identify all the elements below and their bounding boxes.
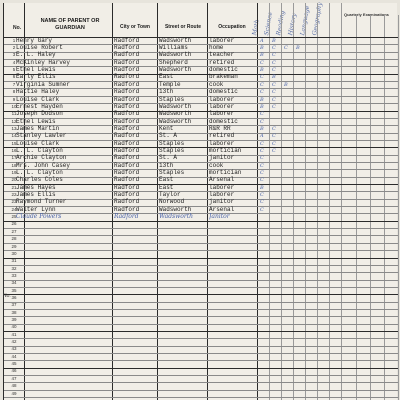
grade-mark: C: [260, 155, 264, 162]
occupation: laborer: [209, 36, 235, 44]
city: Radford: [114, 183, 140, 191]
row-number: 10: [11, 103, 17, 109]
row-number: 19: [11, 170, 17, 175]
occupation: R&R RR: [209, 124, 231, 132]
city: Radford: [114, 88, 140, 96]
grade-mark: C: [260, 140, 264, 147]
grade-mark: C: [260, 74, 264, 81]
city: Radford: [114, 73, 140, 81]
city: Radford: [114, 139, 140, 147]
guardian-name: Charles Coles: [16, 176, 63, 184]
grade-mark: B: [260, 52, 264, 59]
header-city: City or Town: [120, 24, 150, 30]
row-number: 4: [12, 59, 16, 65]
register-sheet: [3, 3, 397, 400]
row-number: 30: [11, 250, 17, 256]
occupation: laborer: [209, 110, 235, 118]
guardian-name: Ethel Lewis: [16, 66, 56, 74]
row-number: 32: [11, 265, 17, 271]
street: Staples: [159, 169, 185, 176]
grade-mark: C: [272, 52, 276, 59]
occupation: cook: [209, 80, 224, 88]
street: Wadsworth: [159, 51, 192, 59]
grade-mark: A: [260, 133, 264, 140]
handwritten-column-header: Reading: [275, 10, 287, 36]
occupation: Arsenal: [209, 205, 235, 213]
city: Radford: [114, 66, 140, 74]
guardian-name: Louise Robert: [16, 44, 63, 52]
city: Radford: [114, 205, 140, 213]
row-number: 22: [11, 192, 17, 198]
occupation: Janitor: [209, 213, 230, 221]
row-number: 43: [11, 346, 17, 352]
street: East: [159, 73, 174, 81]
occupation: janitor: [209, 154, 235, 162]
row-number: 12: [11, 118, 17, 124]
row-number: 20: [11, 177, 17, 183]
occupation: retired: [209, 132, 235, 140]
occupation: Arsenal: [209, 176, 235, 184]
row-number: 25: [11, 214, 17, 220]
street: Wadsworth: [159, 36, 192, 44]
street: Wadsworth: [159, 66, 192, 74]
occupation: laborer: [209, 139, 235, 147]
city: Radford: [114, 161, 140, 169]
row-number: 5: [12, 67, 16, 73]
occupation: teacher: [209, 51, 235, 59]
row-number: 23: [11, 199, 17, 205]
grade-mark: B: [272, 37, 276, 44]
grade-mark: C: [272, 89, 276, 96]
guardian-name: Claude Powers: [16, 213, 62, 221]
row-number: 42: [11, 339, 17, 345]
grade-mark: C: [272, 133, 276, 140]
city: Radford: [114, 176, 140, 184]
grade-mark: C: [260, 192, 264, 199]
row-number: 37: [11, 302, 17, 308]
grade-mark: B: [260, 45, 264, 52]
row-number: 18: [11, 162, 17, 168]
occupation: laborer: [209, 191, 235, 199]
guardian-name: McKinley Harvey: [16, 58, 71, 66]
row-number: 1: [12, 37, 16, 43]
row-number: 47: [11, 375, 17, 381]
row-number: 49: [11, 390, 17, 396]
handwritten-column-header: History: [287, 12, 298, 36]
grade-mark: B: [260, 103, 264, 110]
grade-mark: C: [272, 45, 276, 52]
row-number: 38: [11, 309, 17, 315]
row-number: 28: [11, 236, 17, 242]
guardian-name: Joseph Dodson: [16, 110, 63, 118]
grade-mark: C: [260, 111, 264, 118]
guardian-name: James Hayes: [16, 183, 56, 191]
street: Wadsworth: [159, 117, 192, 125]
street: Wadsworth: [159, 110, 192, 118]
handwritten-column-header: Language: [299, 5, 312, 36]
street: Wadsworth: [159, 102, 192, 110]
occupation: brakeman: [209, 73, 238, 81]
street: 13th: [159, 88, 174, 96]
occupation: laborer: [209, 95, 235, 103]
row-number: 46: [11, 368, 17, 374]
guardian-name: Archie Clayton: [16, 154, 67, 162]
guardian-name: Louise Clark: [16, 95, 60, 103]
guardian-name: Walter Lynn: [16, 205, 56, 213]
row-number: 48: [11, 383, 17, 389]
row-number: 40: [11, 324, 17, 330]
guardian-name: Ernest Hayden: [16, 102, 63, 110]
handwritten-column-header: Math: [251, 19, 261, 36]
street: East: [159, 183, 174, 191]
header-street: Street or Route: [164, 24, 202, 30]
row-number: 21: [11, 184, 17, 190]
row-number: 16: [11, 147, 17, 153]
grade-mark: C: [272, 96, 276, 103]
header-number: No.: [12, 25, 22, 31]
grade-mark: C: [260, 81, 264, 88]
row-number: 34: [11, 280, 17, 286]
city: Radford: [114, 198, 140, 206]
guardian-name: Stanley Lawler: [16, 132, 67, 140]
street: East: [159, 176, 174, 184]
guardian-name: Hattie Haley: [16, 88, 60, 96]
row-number: 17: [11, 155, 17, 161]
row-number: 44: [11, 353, 17, 359]
row-number: 6: [12, 74, 16, 80]
occupation: home: [209, 44, 224, 52]
guardian-name: Raymond Turner: [16, 198, 67, 206]
street: Wadsworth: [159, 205, 192, 213]
guardian-name: Louise Clark: [16, 139, 60, 147]
grade-mark: C: [272, 140, 276, 147]
guardian-name: Early Ellis: [16, 73, 56, 81]
grid-vertical-line: [398, 15, 399, 400]
row-number: 39: [11, 317, 17, 322]
row-number: 2: [12, 45, 16, 51]
grade-mark: B: [272, 74, 276, 81]
occupation: domestic: [209, 88, 238, 96]
city: Radford: [114, 117, 140, 125]
header-occupation: Occupation: [218, 24, 246, 30]
grade-mark: C: [260, 89, 264, 96]
city: Radford: [114, 102, 140, 110]
grade-mark: C: [260, 118, 264, 125]
city: Radford: [114, 146, 140, 154]
grade-mark: C: [260, 177, 264, 184]
row-number: 41: [11, 331, 17, 337]
city: Radford: [114, 213, 139, 221]
guardian-name: James Ellis: [16, 191, 56, 199]
grade-mark: B: [260, 67, 264, 74]
street: Taylor: [159, 191, 181, 199]
street: Staples: [159, 146, 185, 154]
street: St. A: [159, 154, 178, 162]
row-number: 31: [11, 258, 17, 264]
grade-mark: C: [260, 206, 264, 213]
grade-mark: B: [260, 184, 264, 191]
row-number: 36: [11, 294, 17, 300]
city: Radford: [114, 124, 140, 132]
row-number: 3: [12, 52, 16, 58]
street: Norwood: [159, 198, 185, 206]
city: Radford: [114, 110, 140, 118]
grade-mark: C: [272, 81, 276, 88]
grade-mark: C: [272, 67, 276, 74]
row-number: 33: [11, 272, 17, 278]
street: Staples: [159, 95, 185, 103]
grade-mark: B: [260, 96, 264, 103]
row-number: 24: [11, 206, 17, 212]
row-number: 29: [11, 243, 17, 249]
row-number: 35: [11, 287, 17, 293]
grade-mark: C: [272, 125, 276, 132]
city: Radford: [114, 51, 140, 59]
grade-mark: C: [284, 45, 288, 52]
grade-mark: C: [260, 59, 264, 66]
street: St. A: [159, 132, 178, 140]
street: 13th: [159, 161, 174, 169]
street: Kent: [159, 124, 174, 132]
row-number: 11: [11, 111, 17, 117]
occupation: laborer: [209, 183, 235, 191]
occupation: janitor: [209, 198, 235, 206]
occupation: domestic: [209, 66, 238, 74]
city: Radford: [114, 58, 140, 66]
city: Radford: [114, 191, 140, 199]
city: Radford: [114, 44, 140, 52]
header-name: NAME OF PARENT OR GUARDIAN: [40, 18, 100, 31]
occupation: retired: [209, 58, 235, 66]
city: Radford: [114, 95, 140, 103]
guardian-name: L. L. Clayton: [16, 169, 63, 176]
guardian-name: Henry Gary: [16, 36, 53, 44]
guardian-name: L. L. Clayton: [16, 146, 63, 154]
row-number: 26: [11, 221, 17, 227]
street: Shepherd: [159, 58, 188, 66]
street: Temple: [159, 80, 181, 88]
grade-mark: B: [260, 125, 264, 132]
grade-mark: B: [296, 45, 300, 52]
grade-mark: C: [260, 170, 264, 176]
row-number: 14: [11, 133, 17, 139]
side-marker: No.: [3, 293, 11, 299]
occupation: mortician: [209, 169, 242, 176]
occupation: cook: [209, 161, 224, 169]
row-number: 27: [11, 228, 17, 234]
occupation: domestic: [209, 117, 238, 125]
city: Radford: [114, 80, 140, 88]
grade-mark: C: [272, 147, 276, 154]
grade-mark: C: [272, 103, 276, 110]
occupation: mortician: [209, 146, 242, 154]
guardian-name: Mrs. John Casey: [16, 161, 71, 169]
guardian-name: James Martin: [16, 124, 60, 132]
grade-mark: B: [284, 81, 288, 88]
guardian-name: Virginia Sumner: [16, 80, 71, 88]
street: Staples: [159, 139, 185, 147]
occupation: laborer: [209, 102, 235, 110]
city: Radford: [114, 154, 140, 162]
grade-mark: C: [260, 162, 264, 169]
guardian-name: Ethel Lewis: [16, 117, 56, 125]
grade-mark: C: [260, 199, 264, 206]
city: Radford: [114, 169, 140, 176]
city: Radford: [114, 36, 140, 44]
grade-mark: C: [260, 147, 264, 154]
row-number: 9: [12, 96, 16, 102]
guardian-name: E. L. Haley: [16, 51, 56, 59]
city: Radford: [114, 132, 140, 140]
handwritten-column-header: Geography: [311, 1, 324, 36]
row-number: 13: [11, 125, 17, 131]
header-quarterly: Quarterly Examinations: [344, 12, 389, 17]
row-number: 7: [12, 81, 16, 87]
grade-mark: A: [260, 37, 264, 44]
street: Williams: [159, 44, 188, 52]
row-number: 8: [12, 89, 16, 95]
row-number: 15: [11, 140, 17, 146]
street: Wadsworth: [159, 213, 194, 221]
row-number: 45: [11, 361, 17, 367]
handwritten-column-header: Science: [263, 11, 275, 36]
table-row: [4, 389, 398, 399]
grade-mark: C: [272, 59, 276, 66]
